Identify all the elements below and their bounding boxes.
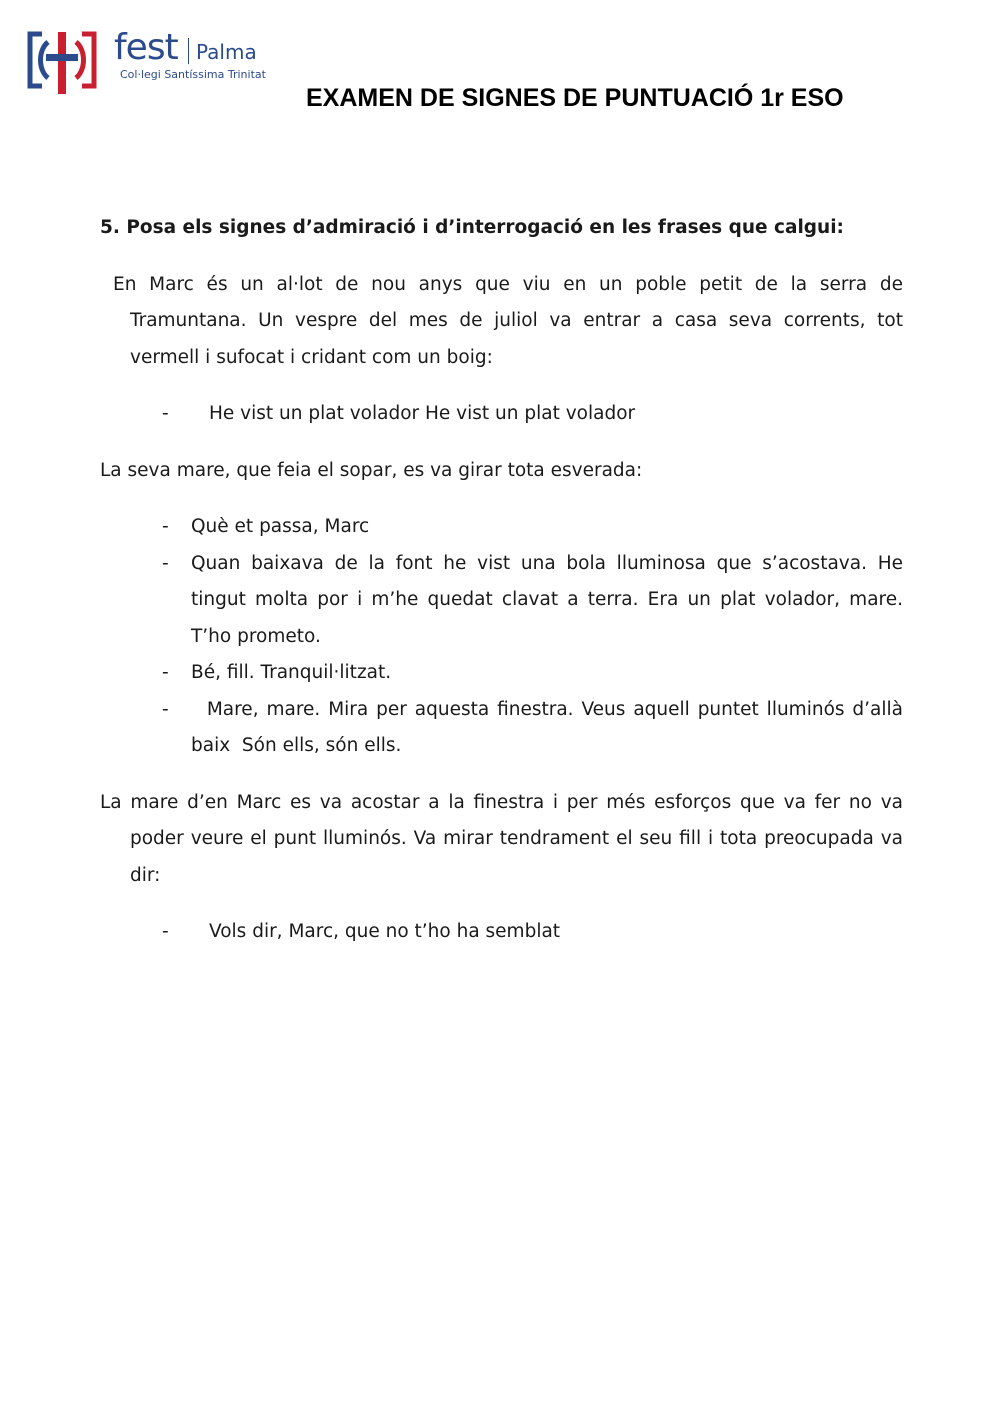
paragraph-window: La mare d’en Marc es va acostar a la finestra i per més esforços que va fer no va poder veure el punt lluminós. Va mirar tendrament el seu fill i tota preocupada va dir: xyxy=(100,791,903,886)
dialog-line xyxy=(100,546,903,656)
school-logo xyxy=(24,28,264,98)
dialog-text: Mare, mare. Mira per aquesta finestra. Veus aquell puntet lluminós d’allà baix Són ells, són ells. xyxy=(191,698,909,756)
dialog-dash: - xyxy=(162,921,169,942)
dialog-dash: - xyxy=(162,552,169,574)
dialog-text: He vist un plat volador He vist un plat volador xyxy=(209,403,636,424)
exercise-content xyxy=(100,210,909,951)
dialog-line xyxy=(100,396,903,433)
dialog-line xyxy=(100,509,903,546)
logo-city: Palma xyxy=(196,40,257,64)
dialog-line xyxy=(100,655,903,692)
logo-separator xyxy=(188,38,189,64)
dialog-dash: - xyxy=(162,516,169,537)
dialog-text: Vols dir, Marc, que no t’ho ha semblat xyxy=(209,921,561,942)
dialog-dash: - xyxy=(162,403,169,424)
dialog-text: Què et passa, Marc xyxy=(191,516,370,537)
paragraph-mother: La seva mare, que feia el sopar, es va girar tota esverada: xyxy=(100,459,643,481)
dialog-dash: - xyxy=(162,662,169,683)
dialog-text: Quan baixava de la font he vist una bola lluminosa que s’acostava. He tingut molta por i m’he quedat clavat a terra. Era un plat volador, mare. T’ho prometo. xyxy=(191,552,903,647)
dialog-line xyxy=(100,914,903,951)
question-heading: 5. Posa els signes d’admiració i d’interrogació en les frases que calgui: xyxy=(100,217,844,238)
logo-brand: fest xyxy=(114,27,178,68)
fest-emblem-icon xyxy=(24,28,104,98)
logo-school-name: Col·legi Santíssima Trinitat xyxy=(120,68,266,81)
paragraph-intro: En Marc és un al·lot de nou anys que viu en un poble petit de la serra de Tramuntana. Un vespre del mes de juliol va entrar a casa seva corrents, tot vermell i sufocat i cridant com un boig: xyxy=(113,273,903,368)
exam-title: EXAMEN DE SIGNES DE PUNTUACIÓ 1r ESO xyxy=(306,84,844,112)
dialog-text: Bé, fill. Tranquil·litzat. xyxy=(191,662,392,683)
dialog-line xyxy=(100,692,909,765)
dialog-dash: - xyxy=(162,698,169,720)
